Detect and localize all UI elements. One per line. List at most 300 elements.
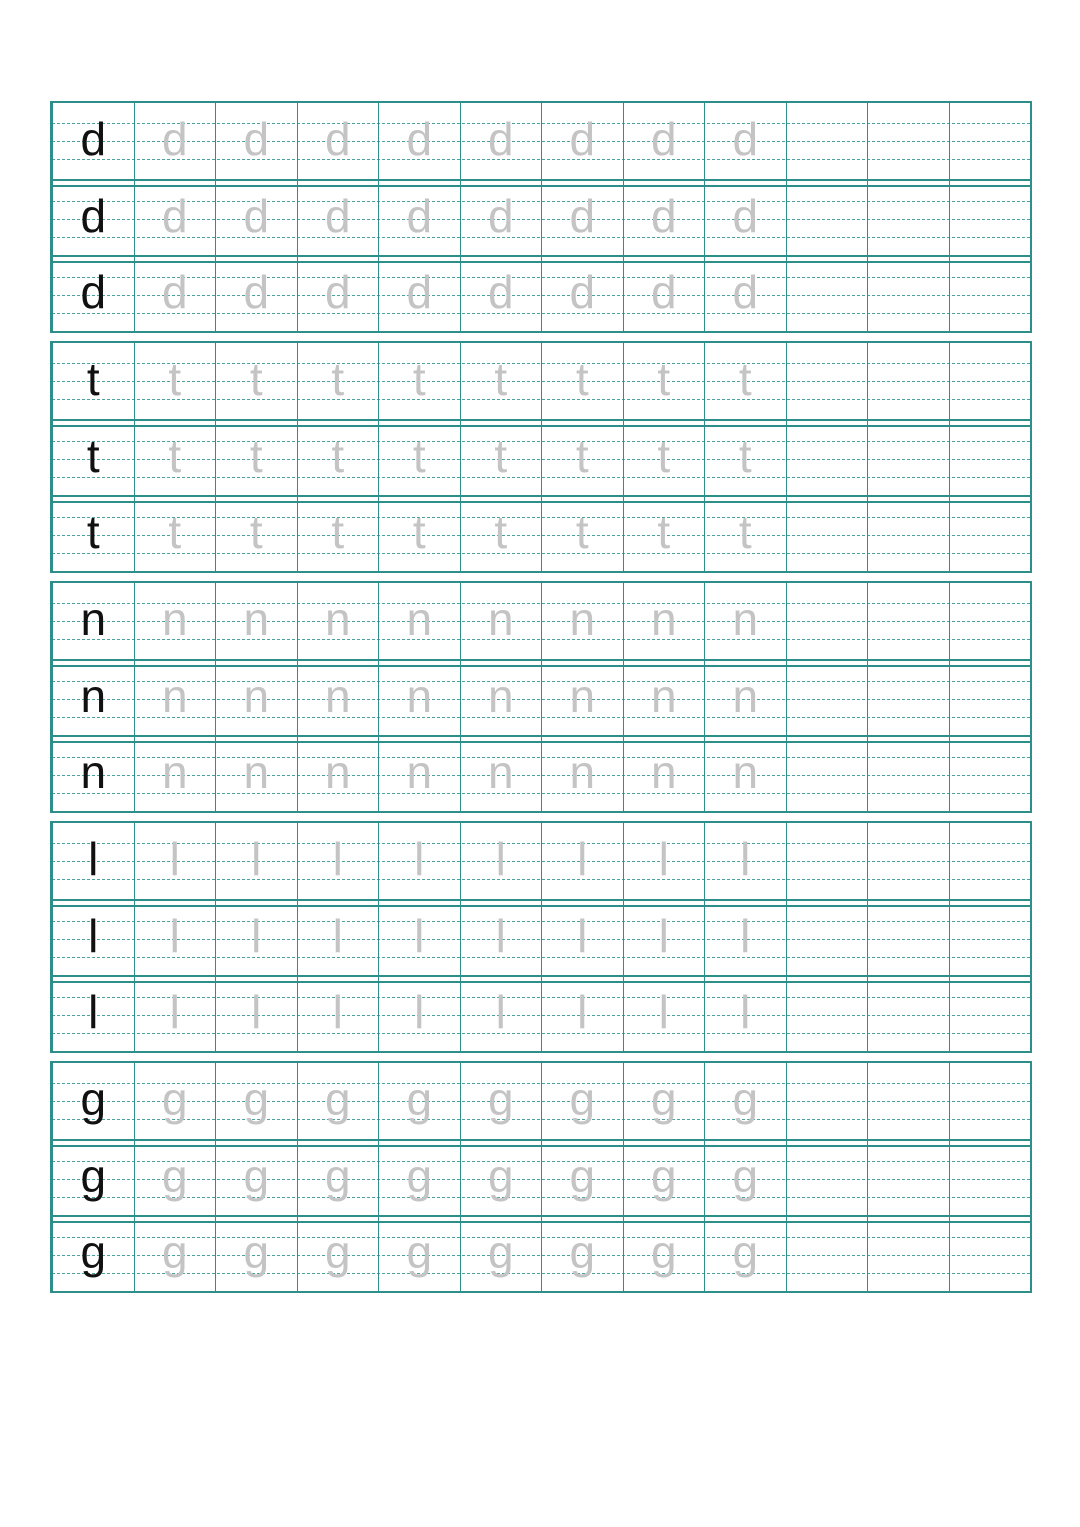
model-cell [52, 583, 134, 659]
blank-writing-cell[interactable] [867, 103, 949, 179]
trace-letter: d [487, 266, 514, 318]
trace-cell [704, 737, 786, 811]
trace-letter: g [732, 1150, 759, 1202]
blank-writing-cell[interactable] [949, 583, 1031, 659]
trace-letter: t [494, 430, 508, 482]
trace-letter: n [569, 593, 596, 645]
trace-letter: n [406, 746, 433, 798]
trace-cell [215, 1063, 297, 1139]
trace-letter: g [406, 1073, 433, 1125]
letter-group-d [50, 101, 1032, 333]
trace-cell [215, 583, 297, 659]
trace-letter: n [732, 593, 759, 645]
trace-letter: n [324, 593, 351, 645]
trace-cell [460, 103, 542, 179]
practice-row [52, 735, 1030, 811]
trace-letter: g [243, 1226, 270, 1278]
trace-cell [215, 901, 297, 975]
trace-letter: g [243, 1073, 270, 1125]
model-letter: g [80, 1226, 107, 1278]
trace-cell [623, 1141, 705, 1215]
trace-letter: d [650, 266, 677, 318]
trace-letter: l [414, 986, 425, 1038]
trace-letter: l [414, 910, 425, 962]
model-cell [52, 497, 134, 571]
trace-cell [134, 181, 216, 255]
trace-letter: t [738, 353, 752, 405]
trace-letter: d [569, 113, 596, 165]
trace-letter: g [161, 1226, 188, 1278]
letter-group-l [50, 821, 1032, 1053]
writing-practice-sheet [50, 101, 1032, 1301]
trace-cell [297, 343, 379, 419]
trace-letter: d [406, 266, 433, 318]
practice-row [52, 975, 1030, 1051]
trace-letter: n [406, 670, 433, 722]
trace-letter: l [251, 833, 262, 885]
blank-writing-cell[interactable] [949, 737, 1031, 811]
trace-cell [704, 181, 786, 255]
blank-writing-cell[interactable] [949, 1063, 1031, 1139]
blank-writing-cell[interactable] [949, 103, 1031, 179]
blank-writing-cell[interactable] [867, 421, 949, 495]
trace-letter: n [406, 593, 433, 645]
trace-letter: n [161, 746, 188, 798]
trace-cell [134, 661, 216, 735]
trace-cell [623, 661, 705, 735]
blank-writing-cell[interactable] [867, 497, 949, 571]
trace-letter: g [487, 1150, 514, 1202]
trace-letter: l [169, 986, 180, 1038]
trace-letter: g [324, 1150, 351, 1202]
trace-letter: g [487, 1073, 514, 1125]
model-cell [52, 1063, 134, 1139]
trace-cell [704, 583, 786, 659]
trace-cell [623, 823, 705, 899]
trace-cell [378, 583, 460, 659]
trace-cell [134, 257, 216, 331]
trace-cell [541, 583, 623, 659]
trace-letter: t [168, 430, 182, 482]
blank-writing-cell[interactable] [786, 1217, 868, 1291]
model-cell [52, 661, 134, 735]
trace-cell [704, 977, 786, 1051]
practice-row [52, 1215, 1030, 1291]
trace-letter: l [740, 986, 751, 1038]
trace-cell [297, 823, 379, 899]
blank-writing-cell[interactable] [867, 181, 949, 255]
trace-letter: d [161, 113, 188, 165]
blank-writing-cell[interactable] [867, 343, 949, 419]
trace-letter: t [168, 506, 182, 558]
trace-cell [215, 421, 297, 495]
trace-cell [704, 1217, 786, 1291]
practice-row [52, 1063, 1030, 1139]
trace-cell [297, 103, 379, 179]
trace-letter: n [650, 670, 677, 722]
trace-letter: d [161, 266, 188, 318]
model-cell [52, 1141, 134, 1215]
trace-cell [623, 737, 705, 811]
practice-row [52, 823, 1030, 899]
model-letter: l [88, 986, 99, 1038]
blank-writing-cell[interactable] [949, 421, 1031, 495]
trace-letter: d [324, 266, 351, 318]
trace-cell [704, 257, 786, 331]
trace-cell [378, 661, 460, 735]
trace-cell [460, 901, 542, 975]
trace-letter: g [324, 1073, 351, 1125]
trace-cell [541, 1141, 623, 1215]
trace-letter: n [324, 670, 351, 722]
trace-cell [134, 737, 216, 811]
trace-letter: n [243, 593, 270, 645]
trace-letter: n [650, 593, 677, 645]
trace-cell [704, 901, 786, 975]
model-letter: d [80, 113, 107, 165]
model-cell [52, 343, 134, 419]
trace-letter: l [740, 910, 751, 962]
trace-cell [623, 977, 705, 1051]
trace-letter: g [569, 1150, 596, 1202]
trace-letter: t [494, 353, 508, 405]
trace-cell [297, 977, 379, 1051]
practice-row [52, 103, 1030, 179]
trace-letter: n [732, 670, 759, 722]
practice-row [52, 659, 1030, 735]
blank-writing-cell[interactable] [867, 583, 949, 659]
trace-letter: t [331, 353, 345, 405]
trace-cell [704, 1063, 786, 1139]
trace-letter: g [569, 1073, 596, 1125]
trace-cell [623, 1217, 705, 1291]
trace-cell [541, 1217, 623, 1291]
trace-letter: g [161, 1073, 188, 1125]
trace-letter: t [738, 506, 752, 558]
trace-cell [460, 823, 542, 899]
model-cell [52, 1217, 134, 1291]
blank-writing-cell[interactable] [867, 737, 949, 811]
trace-letter: n [487, 746, 514, 798]
blank-writing-cell[interactable] [786, 497, 868, 571]
model-cell [52, 181, 134, 255]
trace-letter: d [569, 190, 596, 242]
practice-row [52, 899, 1030, 975]
blank-writing-cell[interactable] [949, 977, 1031, 1051]
blank-writing-cell[interactable] [949, 181, 1031, 255]
trace-letter: n [324, 746, 351, 798]
trace-cell [297, 421, 379, 495]
trace-cell [704, 343, 786, 419]
trace-cell [215, 977, 297, 1051]
blank-writing-cell[interactable] [867, 823, 949, 899]
trace-letter: g [732, 1226, 759, 1278]
trace-letter: n [732, 746, 759, 798]
trace-cell [134, 823, 216, 899]
trace-letter: g [650, 1073, 677, 1125]
practice-row [52, 583, 1030, 659]
blank-writing-cell[interactable] [949, 257, 1031, 331]
trace-letter: t [494, 506, 508, 558]
trace-cell [297, 1063, 379, 1139]
trace-letter: l [658, 986, 669, 1038]
trace-letter: l [577, 833, 588, 885]
blank-writing-cell[interactable] [949, 497, 1031, 571]
trace-letter: l [169, 910, 180, 962]
blank-writing-cell[interactable] [949, 823, 1031, 899]
blank-writing-cell[interactable] [786, 343, 868, 419]
trace-cell [134, 977, 216, 1051]
blank-writing-cell[interactable] [786, 421, 868, 495]
trace-cell [134, 1141, 216, 1215]
trace-letter: t [249, 430, 263, 482]
trace-cell [541, 1063, 623, 1139]
trace-cell [134, 103, 216, 179]
letter-group-n [50, 581, 1032, 813]
trace-letter: d [324, 190, 351, 242]
trace-cell [623, 901, 705, 975]
trace-letter: d [487, 190, 514, 242]
blank-writing-cell[interactable] [786, 1063, 868, 1139]
trace-letter: l [414, 833, 425, 885]
trace-letter: g [406, 1150, 433, 1202]
trace-cell [460, 257, 542, 331]
trace-letter: g [243, 1150, 270, 1202]
trace-cell [215, 823, 297, 899]
trace-cell [460, 421, 542, 495]
trace-cell [623, 1063, 705, 1139]
trace-cell [704, 823, 786, 899]
trace-cell [541, 661, 623, 735]
blank-writing-cell[interactable] [786, 583, 868, 659]
blank-writing-cell[interactable] [786, 257, 868, 331]
trace-cell [378, 1063, 460, 1139]
trace-cell [215, 497, 297, 571]
blank-writing-cell[interactable] [867, 901, 949, 975]
trace-cell [623, 583, 705, 659]
blank-writing-cell[interactable] [949, 661, 1031, 735]
letter-group-g [50, 1061, 1032, 1293]
trace-letter: t [575, 353, 589, 405]
blank-writing-cell[interactable] [867, 1063, 949, 1139]
blank-writing-cell[interactable] [867, 977, 949, 1051]
trace-letter: t [738, 430, 752, 482]
trace-cell [297, 181, 379, 255]
trace-cell [541, 181, 623, 255]
trace-cell [134, 583, 216, 659]
trace-cell [704, 421, 786, 495]
trace-letter: d [732, 190, 759, 242]
model-letter: l [88, 833, 99, 885]
practice-row [52, 179, 1030, 255]
trace-letter: t [657, 506, 671, 558]
trace-letter: t [412, 353, 426, 405]
trace-cell [541, 343, 623, 419]
model-letter: n [80, 593, 107, 645]
trace-letter: g [650, 1226, 677, 1278]
trace-letter: g [487, 1226, 514, 1278]
trace-cell [134, 1217, 216, 1291]
model-letter: g [80, 1150, 107, 1202]
trace-cell [460, 661, 542, 735]
trace-letter: t [575, 506, 589, 558]
trace-cell [541, 497, 623, 571]
trace-letter: t [331, 430, 345, 482]
trace-letter: d [406, 113, 433, 165]
trace-letter: t [575, 430, 589, 482]
trace-cell [378, 823, 460, 899]
trace-letter: n [161, 593, 188, 645]
trace-letter: g [324, 1226, 351, 1278]
trace-letter: d [569, 266, 596, 318]
blank-writing-cell[interactable] [786, 737, 868, 811]
trace-cell [297, 1141, 379, 1215]
trace-cell [623, 497, 705, 571]
blank-writing-cell[interactable] [786, 823, 868, 899]
trace-cell [460, 1217, 542, 1291]
trace-cell [704, 103, 786, 179]
trace-letter: l [577, 910, 588, 962]
practice-row [52, 1139, 1030, 1215]
trace-cell [378, 257, 460, 331]
trace-cell [297, 257, 379, 331]
trace-cell [378, 103, 460, 179]
trace-cell [215, 181, 297, 255]
blank-writing-cell[interactable] [786, 103, 868, 179]
trace-cell [134, 343, 216, 419]
practice-row [52, 255, 1030, 331]
trace-cell [460, 737, 542, 811]
trace-letter: l [495, 986, 506, 1038]
model-letter: t [86, 506, 100, 558]
trace-cell [460, 977, 542, 1051]
trace-letter: d [650, 113, 677, 165]
trace-letter: n [569, 746, 596, 798]
trace-letter: l [658, 910, 669, 962]
trace-cell [134, 421, 216, 495]
trace-cell [297, 1217, 379, 1291]
model-cell [52, 421, 134, 495]
trace-letter: n [243, 670, 270, 722]
model-letter: n [80, 746, 107, 798]
model-cell [52, 257, 134, 331]
blank-writing-cell[interactable] [867, 1217, 949, 1291]
trace-letter: l [332, 833, 343, 885]
blank-writing-cell[interactable] [867, 661, 949, 735]
blank-writing-cell[interactable] [867, 1141, 949, 1215]
trace-cell [704, 1141, 786, 1215]
trace-letter: d [243, 113, 270, 165]
blank-writing-cell[interactable] [949, 1217, 1031, 1291]
trace-cell [460, 1063, 542, 1139]
trace-letter: g [732, 1073, 759, 1125]
trace-letter: l [332, 910, 343, 962]
blank-writing-cell[interactable] [949, 343, 1031, 419]
blank-writing-cell[interactable] [786, 901, 868, 975]
trace-cell [623, 421, 705, 495]
trace-cell [134, 497, 216, 571]
trace-cell [215, 737, 297, 811]
model-cell [52, 901, 134, 975]
trace-cell [297, 901, 379, 975]
model-cell [52, 823, 134, 899]
trace-letter: d [324, 113, 351, 165]
trace-cell [134, 1063, 216, 1139]
trace-cell [541, 257, 623, 331]
trace-cell [460, 181, 542, 255]
trace-cell [704, 497, 786, 571]
trace-cell [541, 737, 623, 811]
blank-writing-cell[interactable] [867, 257, 949, 331]
trace-letter: d [243, 190, 270, 242]
blank-writing-cell[interactable] [949, 901, 1031, 975]
trace-cell [541, 901, 623, 975]
trace-cell [623, 181, 705, 255]
trace-letter: t [331, 506, 345, 558]
trace-letter: d [161, 190, 188, 242]
blank-writing-cell[interactable] [949, 1141, 1031, 1215]
trace-cell [378, 1217, 460, 1291]
model-letter: l [88, 910, 99, 962]
trace-cell [215, 1141, 297, 1215]
blank-writing-cell[interactable] [786, 661, 868, 735]
trace-letter: l [251, 910, 262, 962]
blank-writing-cell[interactable] [786, 181, 868, 255]
trace-cell [297, 497, 379, 571]
trace-cell [623, 103, 705, 179]
model-letter: t [86, 353, 100, 405]
trace-letter: t [412, 430, 426, 482]
trace-letter: t [168, 353, 182, 405]
trace-cell [297, 583, 379, 659]
trace-letter: l [495, 833, 506, 885]
trace-letter: d [487, 113, 514, 165]
trace-cell [378, 901, 460, 975]
trace-cell [297, 661, 379, 735]
trace-letter: d [732, 113, 759, 165]
trace-cell [297, 737, 379, 811]
model-letter: d [80, 190, 107, 242]
trace-cell [378, 1141, 460, 1215]
trace-cell [541, 977, 623, 1051]
trace-letter: g [406, 1226, 433, 1278]
trace-letter: d [243, 266, 270, 318]
trace-cell [378, 181, 460, 255]
trace-letter: l [332, 986, 343, 1038]
trace-letter: t [657, 430, 671, 482]
trace-letter: t [249, 506, 263, 558]
trace-letter: l [577, 986, 588, 1038]
blank-writing-cell[interactable] [786, 977, 868, 1051]
trace-cell [378, 737, 460, 811]
blank-writing-cell[interactable] [786, 1141, 868, 1215]
trace-letter: g [161, 1150, 188, 1202]
trace-cell [134, 901, 216, 975]
trace-letter: d [406, 190, 433, 242]
trace-cell [378, 421, 460, 495]
trace-letter: l [251, 986, 262, 1038]
trace-letter: d [650, 190, 677, 242]
trace-letter: d [732, 266, 759, 318]
letter-group-t [50, 341, 1032, 573]
trace-cell [215, 103, 297, 179]
trace-letter: t [657, 353, 671, 405]
trace-letter: l [658, 833, 669, 885]
model-cell [52, 103, 134, 179]
trace-letter: n [243, 746, 270, 798]
trace-cell [460, 1141, 542, 1215]
practice-row [52, 343, 1030, 419]
